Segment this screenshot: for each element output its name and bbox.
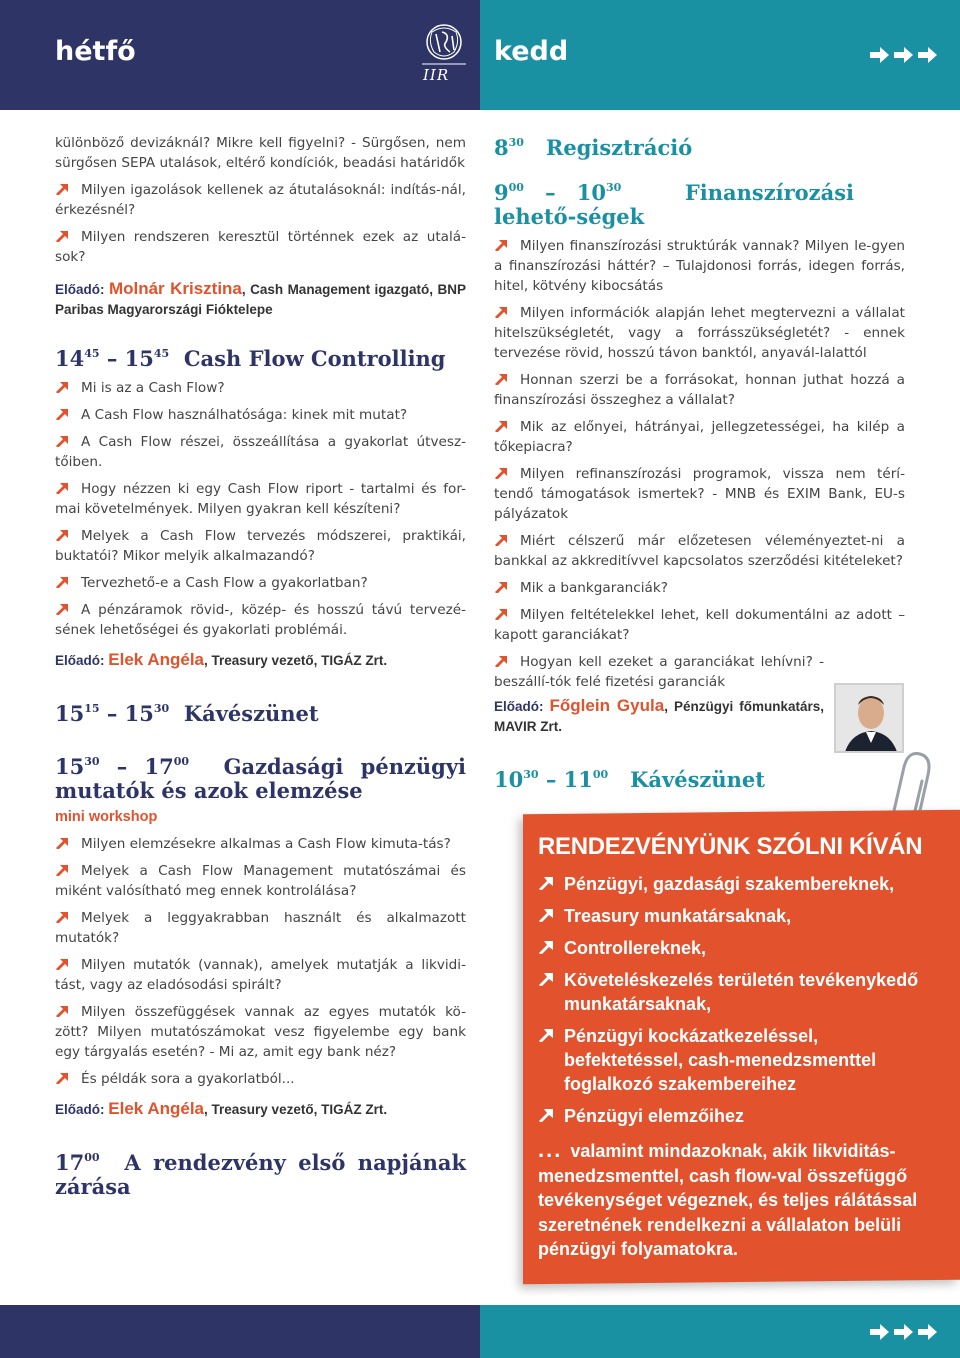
list-item: Pénzügyi, gazdasági szakembereknek, xyxy=(538,872,938,896)
arrow-up-right-icon xyxy=(494,239,508,251)
arrow-up-right-icon xyxy=(494,655,508,667)
session2-bullets xyxy=(55,834,466,1089)
list-item: Milyen rendszeren keresztül történnek ezek az utalá-sok? xyxy=(55,229,466,265)
arrow-right-icon xyxy=(892,46,914,64)
list-item: Mi is az a Cash Flow? xyxy=(55,378,466,398)
closing-heading: $17^{00}$ A rendezvény első napjának zárása xyxy=(55,1150,466,1199)
arrow-up-right-icon xyxy=(494,306,508,318)
audience-content xyxy=(538,832,938,1262)
list-item: Controllereknek, xyxy=(538,936,938,960)
footer-bar xyxy=(0,1305,960,1358)
arrow-up-right-icon xyxy=(55,603,69,615)
list-item: Milyen elemzésekre alkalmas a Cash Flow kimuta-tás? xyxy=(55,834,466,854)
list-item: Tervezhető-e a Cash Flow a gyakorlatban? xyxy=(55,573,466,593)
arrow-right-icon xyxy=(916,46,938,64)
list-item: Milyen mutatók (vannak), amelyek mutatják a likvidi-tást, vagy az eladósodási spirált? xyxy=(55,957,466,993)
break-heading: $10^{30} - 11^{00}$ Kávészünet xyxy=(494,767,765,792)
arrow-right-icon xyxy=(868,1323,890,1341)
arrow-up-right-icon xyxy=(55,381,69,393)
list-item: Melyek a Cash Flow tervezés módszerei, praktikái, buktatói? Mikor melyik alkalmazandó? xyxy=(55,528,466,564)
list-item: Milyen finanszírozási struktúrák vannak? Milyen le-gyen a finanszírozási háttér? – Tulajdonosi forrás, idegen forrás, hitel, kötvény kibocsátás xyxy=(494,238,905,294)
arrow-up-right-icon xyxy=(55,408,69,420)
day-title-monday: hétfő xyxy=(55,36,136,67)
intro-text: különböző devizáknál? Mikre kell figyelni? - Sürgősen, nem sürgősen SEPA utalások, eltérő kondíciók, beadási határidők xyxy=(55,135,466,171)
list-item: Miért célszerű már előzetesen véleményeztet-ni a bankkal az akkreditívvel kapcsolatos szerződési kitételeket? xyxy=(494,533,905,569)
logo-text: IIR xyxy=(423,66,450,84)
arrow-up-right-icon xyxy=(538,968,564,1016)
arrow-up-right-icon xyxy=(494,581,508,593)
list-item: A pénzáramok rövid-, közép- és hosszú távú tervezé-sének lehetőségei és gyakorlati problémái. xyxy=(55,602,466,638)
arrow-up-right-icon xyxy=(55,911,69,923)
list-item: A Cash Flow részei, összeállítása a gyakorlat útvesz-tőiben. xyxy=(55,434,466,470)
list-item: Követeléskezelés területén tevékenykedő munkatársaknak, xyxy=(538,968,938,1016)
list-item: Melyek a Cash Flow Management mutatószámai és miként valósítható meg ennek kontrolálása? xyxy=(55,863,466,899)
list-item: Melyek a leggyakrabban használt és alkalmazott mutatók? xyxy=(55,910,466,946)
list-item: És példák sora a gyakorlatból... xyxy=(55,1069,466,1089)
list-item: Milyen információk alapján lehet megtervezni a vállalat hitelszükségletét, vagy a forrásszükségletét? - ennek tervezése rövid, hosszú távon banktól, anyavál-lalattól xyxy=(494,305,905,361)
list-item: Milyen refinanszírozási programok, vissza nem térí-tendő támogatások ismertek? - MNB és EXIM Bank, EU-s pályázatok xyxy=(494,466,905,522)
left-column xyxy=(55,133,466,1199)
arrow-up-right-icon xyxy=(55,1005,69,1017)
session-heading: $9^{00} - 10^{30}$ Finanszírozási lehető-ségek xyxy=(494,180,855,229)
arrow-up-right-icon xyxy=(55,864,69,876)
audience-closing: ... valamint mindazoknak, akik likviditás-menedzsmenttel, cash flow-val összefüggő tevékenységet végeznek, és teljes rálátással szeretnének rendelkezni a vállalaton belüli pénzügyi folyamatokra. xyxy=(538,1137,918,1259)
list-item: Honnan szerzi be a forrásokat, honnan juthat hozzá a finanszírozási összeghez a vállalat? xyxy=(494,372,905,408)
speaker-credit: Előadó: Elek Angéla, Treasury vezető, TIGÁZ Zrt. xyxy=(55,650,388,669)
arrow-up-right-icon xyxy=(55,435,69,447)
break-heading: $15^{15} - 15^{30}$ Kávészünet xyxy=(55,701,319,726)
registration-heading: $8^{30}$ Regisztráció xyxy=(494,135,693,160)
list-item: Pénzügyi kockázatkezeléssel, befektetéssel, cash-menedzsmenttel foglalkozó szakembereihez xyxy=(538,1024,938,1096)
session-heading: $15^{30} - 17^{00}$ Gazdasági pénzügyi mutatók és azok elemzése xyxy=(55,754,467,803)
arrow-up-right-icon xyxy=(55,576,69,588)
list-item: Milyen feltételekkel lehet, kell dokumentálni az adott – kapott garanciákat? xyxy=(494,607,905,643)
session-subtitle: mini workshop xyxy=(55,809,158,825)
speaker-credit: Előadó: Elek Angéla, Treasury vezető, TIGÁZ Zrt. xyxy=(55,1099,388,1118)
session1-bullets xyxy=(55,378,466,640)
arrow-up-right-icon xyxy=(55,529,69,541)
arrow-up-right-icon xyxy=(494,373,508,385)
arrow-up-right-icon xyxy=(494,608,508,620)
arrow-up-right-icon xyxy=(55,183,69,195)
arrow-right-icon xyxy=(868,46,890,64)
arrow-right-icon xyxy=(916,1323,938,1341)
arrow-up-right-icon xyxy=(538,872,564,896)
footer-arrows xyxy=(868,1323,938,1341)
arrow-up-right-icon xyxy=(55,1072,69,1084)
list-item: Mik az előnyei, hátrányai, jellegzetességei, ha kilép a tőkepiacra? xyxy=(494,419,905,455)
arrow-up-right-icon xyxy=(538,936,564,960)
list-item: Milyen összefüggések vannak az egyes mutatók kö-zött? Milyen mutatószámokat vesz figyelembe egy bank egy tárgyalás esetén? - Mi az, amit egy bank néz? xyxy=(55,1004,466,1060)
arrow-up-right-icon xyxy=(55,230,69,242)
session-heading: $14^{45} - 15^{45}$ Cash Flow Controlling xyxy=(55,346,446,371)
audience-title: RENDEZVÉNYÜNK SZÓLNI KÍVÁN xyxy=(538,833,923,860)
list-item: Pénzügyi elemzőihez xyxy=(538,1104,938,1128)
intro-bullets xyxy=(55,180,466,267)
arrow-up-right-icon xyxy=(538,904,564,928)
arrow-up-right-icon xyxy=(538,1024,564,1096)
list-item: A Cash Flow használhatósága: kinek mit mutat? xyxy=(55,405,466,425)
arrow-up-right-icon xyxy=(494,534,508,546)
list-item: Hogy nézzen ki egy Cash Flow riport - tartalmi és for-mai követelmények. Milyen gyakran kell készíteni? xyxy=(55,481,466,517)
list-item: Treasury munkatársaknak, xyxy=(538,904,938,928)
arrow-up-right-icon xyxy=(494,420,508,432)
list-item: Hogyan kell ezeket a garanciákat lehívni? - beszállí-tók felé fizetési garanciák xyxy=(494,654,824,690)
speaker-photo xyxy=(834,683,904,753)
session3-bullets xyxy=(494,236,905,692)
day-title-tuesday: kedd xyxy=(494,36,569,67)
speaker-credit: Előadó: Molnár Krisztina, Cash Management igazgató, BNP Paribas Magyarországi Fióktelepe xyxy=(55,279,466,317)
arrow-up-right-icon xyxy=(55,482,69,494)
arrow-right-icon xyxy=(892,1323,914,1341)
arrow-up-right-icon xyxy=(55,837,69,849)
header-arrows xyxy=(868,46,938,64)
list-item: Mik a bankgaranciák? xyxy=(494,578,905,598)
list-item: Milyen igazolások kellenek az átutalásoknál: indítás-nál, érkezésnél? xyxy=(55,182,466,218)
speaker-credit: Előadó: Főglein Gyula, Pénzügyi főmunkatárs, MAVIR Zrt. xyxy=(494,696,824,734)
footer-left-band xyxy=(0,1305,480,1358)
arrow-up-right-icon xyxy=(538,1104,564,1128)
arrow-up-right-icon xyxy=(494,467,508,479)
arrow-up-right-icon xyxy=(55,958,69,970)
